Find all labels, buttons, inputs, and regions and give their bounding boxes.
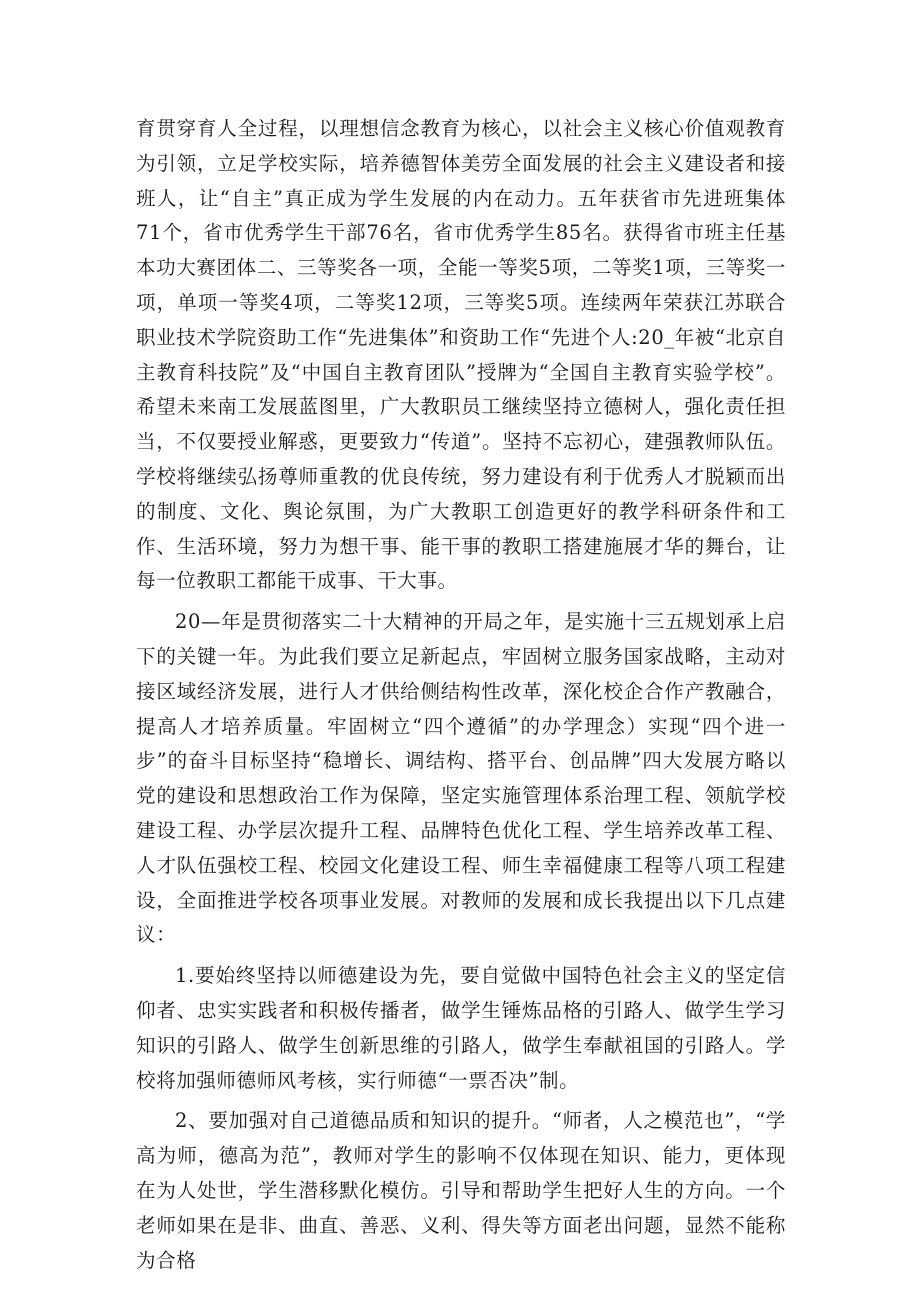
document-body <box>136 112 786 1278</box>
paragraph-suggestion-2: 2、要加强对自己道德品质和知识的提升。“师者，人之模范也”，“学高为师，德高为范”，教师对学生的影响不仅体现在知识、能力，更体现在为人处世，学生潜移默化模仿。引导和帮助学生把好人生的方向。一个老师如果在是非、曲直、善恶、义利、得失等方面老出问题，显然不能称为合格 <box>136 1109 786 1272</box>
paragraph-development-plan: 20—年是贯彻落实二十大精神的开局之年，是实施十三五规划承上启下的关键一年。为此我们要立足新起点，牢固树立服务国家战略，主动对接区域经济发展，进行人才供给侧结构性改革，深化校企合作产教融合，提高人才培养质量。牢固树立“四个遵循”的办学理念）实现“四个进一步”的奋斗目标坚持“稳增长、调结构、搭平台、创品牌”四大发展方略以党的建设和思想政治工作为保障，坚定实施管理体系治理工程、领航学校建设工程、办学层次提升工程、品牌特色优化工程、学生培养改革工程、人才队伍强校工程、校园文化建设工程、师生幸福健康工程等八项工程建设，全面推进学校各项事业发展。对教师的发展和成长我提出以下几点建议： <box>136 610 786 947</box>
paragraph-continued: 育贯穿育人全过程，以理想信念教育为核心，以社会主义核心价值观教育为引领，立足学校实际，培养德智体美劳全面发展的社会主义建设者和接班人，让“自主”真正成为学生发展的内在动力。五年获省市先进班集体71个，省市优秀学生干部76名，省市优秀学生85名。获得省市班主任基本功大赛团体二、三等奖各一项，全能一等奖5项，二等奖1项，三等奖一项，单项一等奖4项，二等奖12项，三等奖5项。连续两年荣获江苏联合职业技术学院资助工作“先进集体”和资助工作“先进个人:20_年被“北京自主教育科技院”及“中国自主教育团队”授牌为“全国自主教育实验学校”。希望未来南工发展蓝图里，广大教职员工继续坚持立德树人，强化责任担当，不仅要授业解惑，更要致力“传道”。坚持不忘初心，建强教师队伍。学校将继续弘扬尊师重教的优良传统，努力建设有利于优秀人才脱颖而出的制度、文化、舆论氛围，为广大教职工创造更好的教学科研条件和工作、生活环境，努力为想干事、能干事的教职工搭建施展才华的舞台，让每一位教职工都能干成事、干大事。 <box>136 117 786 593</box>
paragraph-suggestion-1: 1.要始终坚持以师德建设为先，要自觉做中国特色社会主义的坚定信仰者、忠实实践者和积极传播者，做学生锤炼品格的引路人、做学生学习知识的引路人、做学生创新思维的引路人，做学生奉献祖国的引路人。学校将加强师德师风考核，实行师德“一票否决”制。 <box>136 964 786 1092</box>
